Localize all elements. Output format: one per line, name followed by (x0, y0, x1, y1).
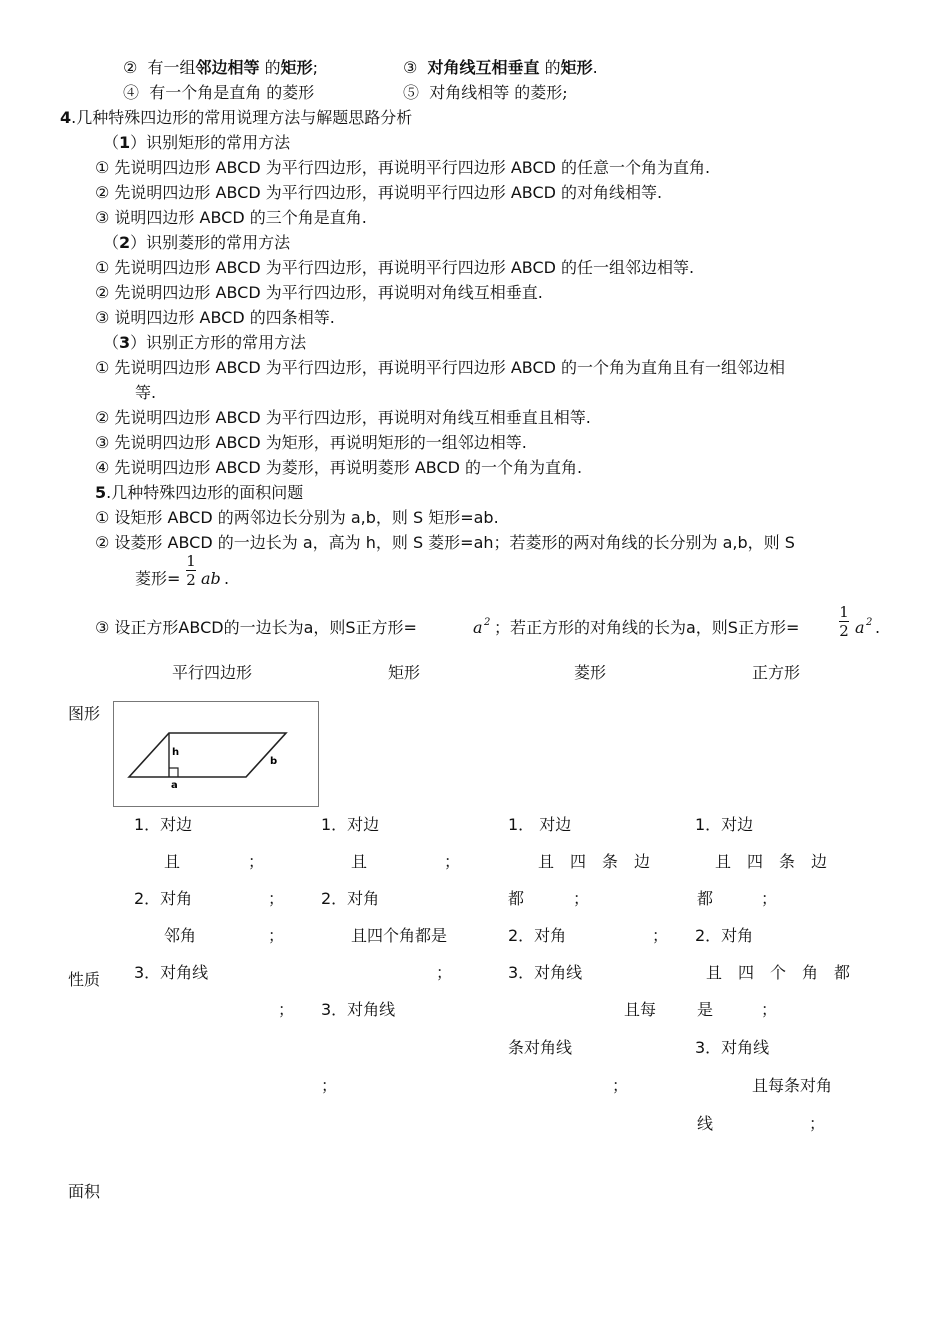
sub3-item-1-cont: 等. (135, 383, 157, 402)
row-label-property: 性质 (68, 970, 101, 989)
c3-line-5: 3．对角线 (508, 963, 583, 982)
c1-line-5: 3．对角线 (134, 963, 209, 982)
c3-line-4-end: ； (652, 926, 669, 945)
s5-item-3-prefix: ③ 设正方形ABCD的一边长为a，则S正方形= (95, 618, 417, 637)
c2-line-3: 2．对角 (321, 889, 380, 908)
s5-item-3-a2: a (855, 618, 865, 637)
top-line-4: ④ 有一个角是直角 的菱形 (123, 83, 315, 102)
c3-line-3-end: ； (573, 889, 590, 908)
sub1-item-1: ① 先说明四边形 ABCD 为平行四边形，再说明平行四边形 ABCD 的任意一个角为直角. (95, 158, 711, 177)
s5-item-3-sup: 2 (484, 617, 491, 628)
sub1-title: （1）识别矩形的常用方法 (103, 133, 291, 152)
row-label-area: 面积 (68, 1182, 101, 1201)
sub1-item-3: ③ 说明四边形 ABCD 的三个角是直角. (95, 208, 367, 227)
header-square: 正方形 (752, 663, 801, 682)
c4-line-3: 都 (697, 889, 714, 908)
c4-line-6-end: ； (761, 1000, 778, 1019)
label-h: h (172, 747, 180, 758)
sub2-title: （2）识别菱形的常用方法 (103, 233, 291, 252)
c4-line-9-end: ； (809, 1114, 826, 1133)
c1-line-3: 2．对角 (134, 889, 193, 908)
c2-line-7-end: ； (321, 1076, 338, 1095)
s5-item-3-a: a (473, 618, 483, 637)
c1-line-2: 且 (164, 852, 181, 871)
c2-line-6: 3．对角线 (321, 1000, 396, 1019)
c1-line-2-end: ； (248, 852, 265, 871)
s5-item-2-line1: ② 设菱形 ABCD 的一边长为 a，高为 h，则 S 菱形=ah；若菱形的两对角线的长分别为 a,b，则 S (95, 533, 795, 552)
sub2-item-3: ③ 说明四边形 ABCD 的四条相等. (95, 308, 335, 327)
c4-line-7: 3．对角线 (695, 1038, 770, 1057)
sub3-item-2: ② 先说明四边形 ABCD 为平行四边形，再说明对角线互相垂直且相等. (95, 408, 591, 427)
c4-line-6: 是 (697, 1000, 714, 1019)
header-rectangle: 矩形 (388, 663, 421, 682)
c3-line-2: 且 四 条 边 (538, 852, 651, 871)
c3-line-6: 且每 (624, 1000, 657, 1019)
sub2-item-2: ② 先说明四边形 ABCD 为平行四边形，再说明对角线互相垂直. (95, 283, 543, 302)
label-a: a (171, 780, 178, 791)
sub1-item-2: ② 先说明四边形 ABCD 为平行四边形，再说明平行四边形 ABCD 的对角线相等. (95, 183, 663, 202)
c4-line-2: 且 四 条 边 (715, 852, 828, 871)
c1-line-1: 1．对边 (134, 815, 193, 834)
c4-line-8: 且每条对角 (752, 1076, 833, 1095)
section-5-title: 5.几种特殊四边形的面积问题 (95, 483, 304, 502)
s5-item-3-fraction: 1 2 (839, 603, 849, 640)
c1-line-4-end: ； (268, 926, 285, 945)
c4-line-1: 1．对边 (695, 815, 754, 834)
c3-line-1: 1． 对边 (508, 815, 572, 834)
c4-line-3-end: ； (761, 889, 778, 908)
top-line-5: ⑤ 对角线相等 的菱形; (403, 83, 568, 102)
s5-item-1: ① 设矩形 ABCD 的两邻边长分别为 a,b，则 S 矩形=ab. (95, 508, 499, 527)
top-line-3: ③ 对角线互相垂直 的矩形. (403, 58, 598, 77)
section-4-title: 4.几种特殊四边形的常用说理方法与解题思路分析 (60, 108, 413, 127)
c2-line-5-end: ； (436, 963, 453, 982)
c3-line-3: 都 (508, 889, 525, 908)
sub3-item-4: ④ 先说明四边形 ABCD 为菱形，再说明菱形 ABCD 的一个角为直角. (95, 458, 583, 477)
header-rhombus: 菱形 (574, 663, 607, 682)
s5-item-2-fraction: 1 2 (186, 552, 196, 589)
c3-line-7: 条对角线 (508, 1038, 573, 1057)
sub3-title: （3）识别正方形的常用方法 (103, 333, 307, 352)
c4-line-5: 且 四 个 角 都 (706, 963, 851, 982)
header-parallelogram: 平行四边形 (172, 663, 253, 682)
sub2-item-1: ① 先说明四边形 ABCD 为平行四边形，再说明平行四边形 ABCD 的任一组邻边相等. (95, 258, 695, 277)
c1-line-3-end: ； (268, 889, 285, 908)
top-line-2: ② 有一组邻边相等 的矩形; (123, 58, 319, 77)
s5-item-2-end: . (224, 569, 230, 588)
parallelogram-drawing (114, 702, 318, 806)
c2-line-2: 且 (351, 852, 368, 871)
c2-line-2-end: ； (444, 852, 461, 871)
s5-item-3-end: . (875, 618, 881, 637)
c3-line-4: 2．对角 (508, 926, 567, 945)
c4-line-9: 线 (697, 1114, 714, 1133)
s5-item-2-expr: ab (201, 569, 221, 588)
c3-line-8-end: ； (612, 1076, 629, 1095)
s5-item-3-sup2: 2 (866, 617, 873, 628)
c1-line-6-end: ； (278, 1000, 295, 1019)
s5-item-2-prefix: 菱形= (135, 569, 181, 588)
c2-line-1: 1．对边 (321, 815, 380, 834)
s5-item-3-mid: ；若正方形的对角线的长为a，则S正方形= (494, 618, 800, 637)
row-label-figure: 图形 (68, 704, 101, 723)
parallelogram-figure (113, 701, 319, 807)
c1-line-4: 邻角 (164, 926, 197, 945)
sub3-item-1: ① 先说明四边形 ABCD 为平行四边形，再说明平行四边形 ABCD 的一个角为直角且有一组邻边相 (95, 358, 786, 377)
sub3-item-3: ③ 先说明四边形 ABCD 为矩形，再说明矩形的一组邻边相等. (95, 433, 527, 452)
c4-line-4: 2．对角 (695, 926, 754, 945)
c2-line-4: 且四个角都是 (351, 926, 448, 945)
label-b: b (270, 756, 278, 767)
